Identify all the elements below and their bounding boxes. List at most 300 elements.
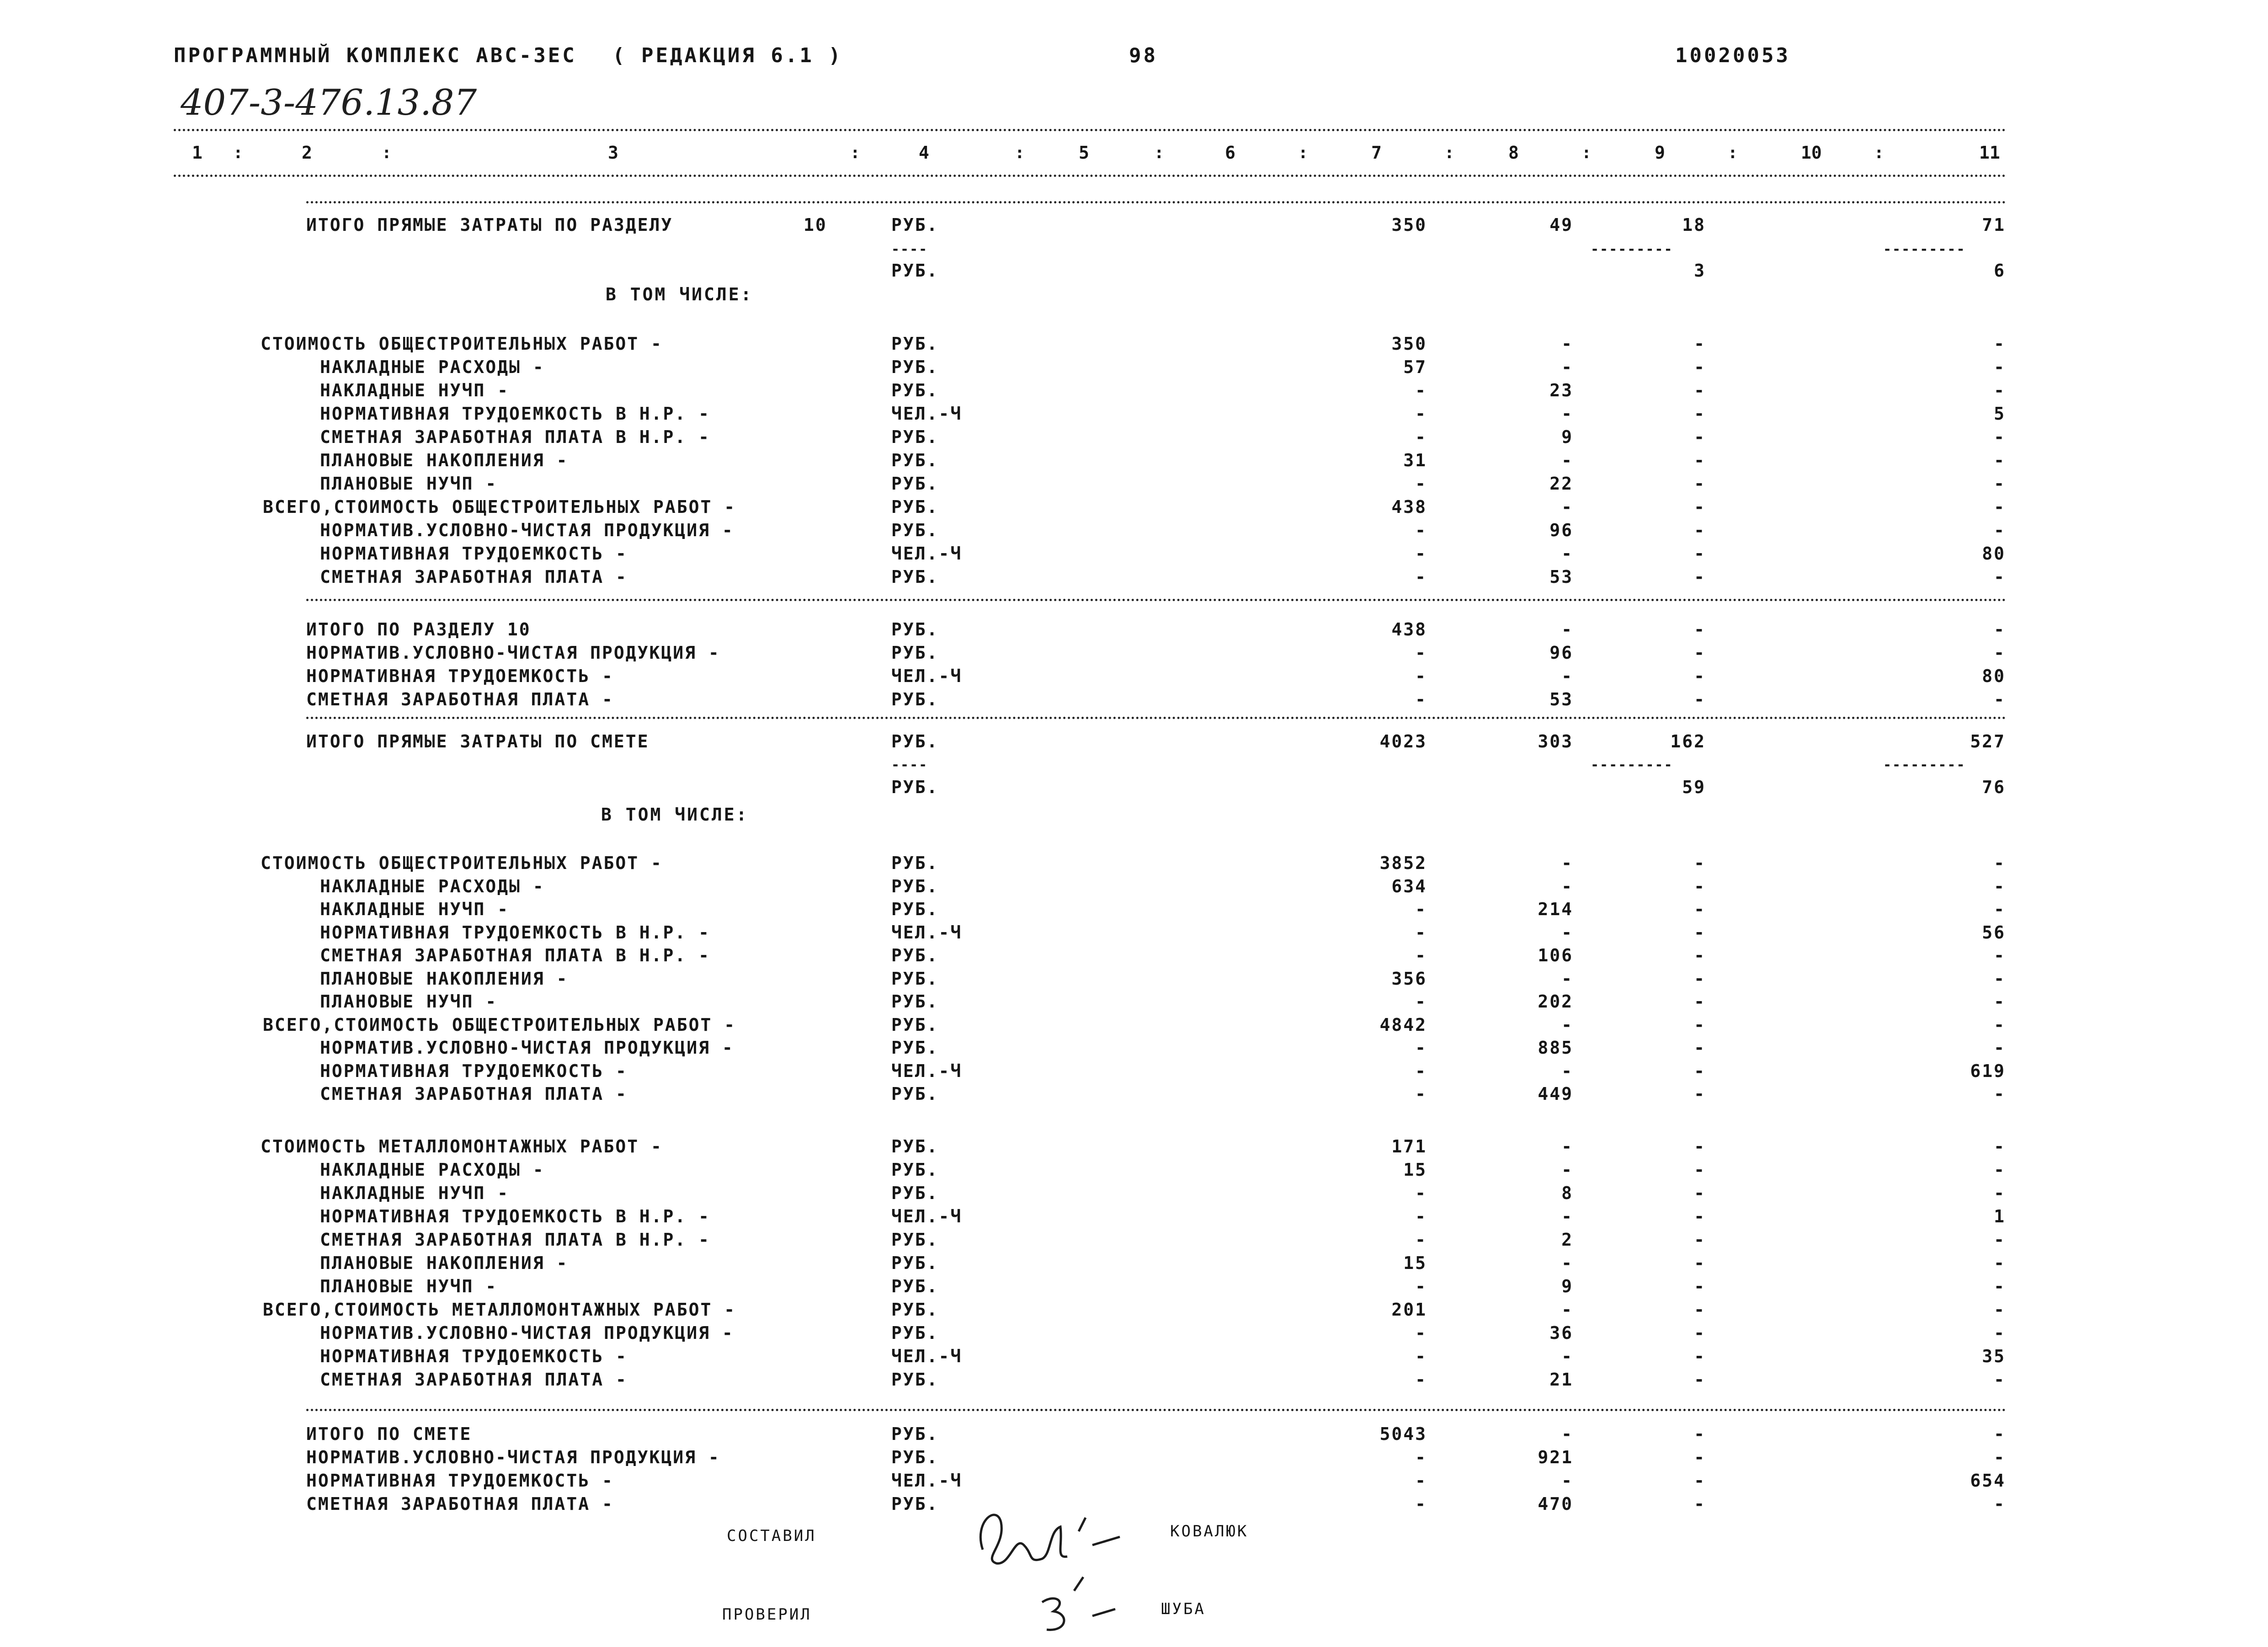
row-label: СМЕТНАЯ ЗАРАБОТНАЯ ПЛАТА - xyxy=(306,689,614,709)
cell-col11: 527 xyxy=(1970,731,2006,752)
cell-col9: - xyxy=(1694,968,1706,989)
cell-col11: - xyxy=(1994,1230,2006,1250)
row-label: СТОИМОСТЬ МЕТАЛЛОМОНТАЖНЫХ РАБОТ - xyxy=(261,1136,663,1157)
cell-col9: - xyxy=(1694,1160,1706,1180)
unit: РУБ. xyxy=(891,1424,939,1444)
section-rule-1 xyxy=(306,201,2007,203)
unit: ЧЕЛ.-Ч xyxy=(891,404,963,424)
cell-col8: - xyxy=(1561,404,1573,424)
cell-col11: - xyxy=(1994,1370,2006,1390)
row-label: СМЕТНАЯ ЗАРАБОТНАЯ ПЛАТА В Н.Р. - xyxy=(320,945,710,965)
cell-col11: - xyxy=(1994,450,2006,470)
table-row xyxy=(0,1253,2268,1275)
cell-col7: - xyxy=(1415,404,1427,424)
cell-col9: 18 xyxy=(1682,215,1706,235)
cell-col11: 5 xyxy=(1994,404,2006,424)
unit: РУБ. xyxy=(891,1447,939,1467)
column-separator: : xyxy=(1874,144,1884,162)
row-label: НАКЛАДНЫЕ НУЧП - xyxy=(320,380,510,400)
cell-col8: - xyxy=(1561,922,1573,943)
row-label: СТОИМОСТЬ ОБЩЕСТРОИТЕЛЬНЫХ РАБОТ - xyxy=(261,853,663,873)
cell-col7: - xyxy=(1415,1323,1427,1343)
cell-col9: - xyxy=(1694,1424,1706,1444)
unit: РУБ. xyxy=(891,520,939,540)
column-number: 1 xyxy=(192,143,202,163)
unit: РУБ. xyxy=(891,380,939,400)
column-number: 11 xyxy=(1979,143,2000,163)
cell-col7: - xyxy=(1415,427,1427,447)
cell-col8: - xyxy=(1561,1014,1573,1035)
cell-col8: - xyxy=(1561,1300,1573,1320)
cell-col8: - xyxy=(1561,497,1573,517)
table-row xyxy=(0,334,2268,356)
row-label: ПЛАНОВЫЕ НУЧП - xyxy=(320,1276,498,1296)
column-number: 7 xyxy=(1371,143,1382,163)
cell-col11: - xyxy=(1994,427,2006,447)
table-row xyxy=(0,544,2268,565)
dot-separator: --------- xyxy=(1591,241,1673,257)
unit: ЧЕЛ.-Ч xyxy=(891,1346,963,1366)
cell-col7: 4023 xyxy=(1379,731,1427,752)
cell-col11: - xyxy=(1994,567,2006,587)
unit: РУБ. xyxy=(891,1323,939,1343)
cell-col8: 96 xyxy=(1549,520,1573,540)
table-row xyxy=(0,1136,2268,1158)
cell-col11: - xyxy=(1994,1014,2006,1035)
cell-col11: - xyxy=(1994,334,2006,354)
unit: РУБ. xyxy=(891,899,939,919)
row-label: НОРМАТИВНАЯ ТРУДОЕМКОСТЬ - xyxy=(320,1061,628,1081)
row-label: ПЛАНОВЫЕ НАКОПЛЕНИЯ - xyxy=(320,1253,569,1273)
table-row xyxy=(0,643,2268,665)
cell-col9: - xyxy=(1694,357,1706,377)
column-number: 3 xyxy=(608,143,618,163)
unit: РУБ. xyxy=(891,1038,939,1058)
table-row xyxy=(0,689,2268,711)
column-separator: : xyxy=(1728,144,1738,162)
table-row xyxy=(0,1084,2268,1106)
cell-col11: - xyxy=(1994,1253,2006,1273)
table-row xyxy=(0,945,2268,967)
table-row xyxy=(0,991,2268,1013)
unit: ЧЕЛ.-Ч xyxy=(891,1206,963,1226)
header-rule xyxy=(174,175,2007,177)
cell-col9: - xyxy=(1694,876,1706,896)
cell-col8: 8 xyxy=(1561,1183,1573,1203)
row-label: НОРМАТИВНАЯ ТРУДОЕМКОСТЬ - xyxy=(306,666,614,686)
cell-col7: 438 xyxy=(1391,619,1427,640)
cell-col11: - xyxy=(1994,619,2006,640)
cell-col8: 23 xyxy=(1549,380,1573,400)
table-row xyxy=(0,567,2268,589)
unit: РУБ. xyxy=(891,215,939,235)
cell-col9: - xyxy=(1694,1206,1706,1226)
checked-by-name: ШУБА xyxy=(1161,1600,1206,1618)
cell-col8: 2 xyxy=(1561,1230,1573,1250)
row-label: ПЛАНОВЫЕ НАКОПЛЕНИЯ - xyxy=(320,968,569,989)
table-row xyxy=(0,450,2268,472)
cell-col8: 36 xyxy=(1549,1323,1573,1343)
cell-col9: - xyxy=(1694,1253,1706,1273)
cell-col11: - xyxy=(1994,1300,2006,1320)
cell-col7: 438 xyxy=(1391,497,1427,517)
column-number: 9 xyxy=(1655,143,1665,163)
table-row xyxy=(0,899,2268,921)
cell-col11: - xyxy=(1994,520,2006,540)
cell-col9: - xyxy=(1694,1276,1706,1296)
section-total-row xyxy=(0,215,2268,237)
cell-col9: - xyxy=(1694,899,1706,919)
cell-col7: - xyxy=(1415,1346,1427,1366)
cell-col11: - xyxy=(1994,357,2006,377)
table-row xyxy=(0,1276,2268,1298)
column-separator: : xyxy=(1444,144,1454,162)
column-separator: : xyxy=(850,144,860,162)
cell-col7: - xyxy=(1415,1038,1427,1058)
row-label: НОРМАТИВНАЯ ТРУДОЕМКОСТЬ В Н.Р. - xyxy=(320,922,710,943)
table-row xyxy=(0,969,2268,991)
cell-col7: 5043 xyxy=(1379,1424,1427,1444)
cell-col9: - xyxy=(1694,474,1706,494)
cell-col9: - xyxy=(1694,1471,1706,1491)
unit: РУБ. xyxy=(891,427,939,447)
cell-col8: 53 xyxy=(1549,689,1573,709)
cell-col8: - xyxy=(1561,1253,1573,1273)
row-label: НОРМАТИВНАЯ ТРУДОЕМКОСТЬ В Н.Р. - xyxy=(320,404,710,424)
cell-col11: - xyxy=(1994,1323,2006,1343)
table-row xyxy=(0,404,2268,426)
row-label: НОРМАТИВНАЯ ТРУДОЕМКОСТЬ - xyxy=(306,1471,614,1491)
cell-col11: 654 xyxy=(1970,1471,2006,1491)
row-label: ИТОГО ПО СМЕТЕ xyxy=(306,1424,472,1444)
section-rule-4 xyxy=(306,1409,2007,1411)
cell-col11: 76 xyxy=(1982,777,2006,797)
table-row xyxy=(0,1447,2268,1469)
unit: РУБ. xyxy=(891,1084,939,1104)
cell-col9: - xyxy=(1694,427,1706,447)
cell-col8: 885 xyxy=(1538,1038,1573,1058)
unit: РУБ. xyxy=(891,474,939,494)
cell-col8: 53 xyxy=(1549,567,1573,587)
row-label: НОРМАТИВ.УСЛОВНО-ЧИСТАЯ ПРОДУКЦИЯ - xyxy=(320,520,734,540)
row-label: НОРМАТИВ.УСЛОВНО-ЧИСТАЯ ПРОДУКЦИЯ - xyxy=(320,1038,734,1058)
cell-col9: - xyxy=(1694,1084,1706,1104)
cell-col11: - xyxy=(1994,1276,2006,1296)
subtitle-including: В ТОМ ЧИСЛЕ: xyxy=(606,284,753,304)
cell-col9: - xyxy=(1694,1061,1706,1081)
row-label: НОРМАТИВНАЯ ТРУДОЕМКОСТЬ - xyxy=(320,544,628,564)
cell-col11: 80 xyxy=(1982,544,2006,564)
unit: РУБ. xyxy=(891,261,939,281)
estimate-total-label: ИТОГО ПРЯМЫЕ ЗАТРАТЫ ПО СМЕТЕ xyxy=(306,731,650,752)
cell-col8: - xyxy=(1561,544,1573,564)
row-label: ВСЕГО,СТОИМОСТЬ МЕТАЛЛОМОНТАЖНЫХ РАБОТ - xyxy=(263,1300,736,1320)
cell-col8: - xyxy=(1561,619,1573,640)
cell-col11: 619 xyxy=(1970,1061,2006,1081)
cell-col7: - xyxy=(1415,1471,1427,1491)
unit: РУБ. xyxy=(891,567,939,587)
cell-col9: - xyxy=(1694,991,1706,1012)
cell-col9: - xyxy=(1694,1346,1706,1366)
cell-col8: - xyxy=(1561,1160,1573,1180)
cell-col11: - xyxy=(1994,1038,2006,1058)
unit: РУБ. xyxy=(891,643,939,663)
cell-col9: 3 xyxy=(1694,261,1706,281)
subtitle-including: В ТОМ ЧИСЛЕ: xyxy=(601,805,749,825)
unit: РУБ. xyxy=(891,1230,939,1250)
cell-col7: - xyxy=(1415,1370,1427,1390)
cell-col7: - xyxy=(1415,544,1427,564)
cell-col8: 303 xyxy=(1538,731,1573,752)
table-row xyxy=(0,380,2268,402)
cell-col8: 96 xyxy=(1549,643,1573,663)
cell-col8: 214 xyxy=(1538,899,1573,919)
row-label: СМЕТНАЯ ЗАРАБОТНАЯ ПЛАТА - xyxy=(306,1494,614,1514)
unit: РУБ. xyxy=(891,1494,939,1514)
table-row xyxy=(0,1230,2268,1252)
row-label: НОРМАТИВНАЯ ТРУДОЕМКОСТЬ В Н.Р. - xyxy=(320,1206,710,1226)
cell-col7: - xyxy=(1415,922,1427,943)
row-label: СМЕТНАЯ ЗАРАБОТНАЯ ПЛАТА В Н.Р. - xyxy=(320,427,710,447)
unit: РУБ. xyxy=(891,1253,939,1273)
table-row xyxy=(0,474,2268,496)
cell-col8: - xyxy=(1561,968,1573,989)
compiled-by-label: СОСТАВИЛ xyxy=(727,1527,816,1545)
table-row xyxy=(0,1346,2268,1368)
cell-col9: - xyxy=(1694,1494,1706,1514)
table-row xyxy=(0,1183,2268,1205)
section-rule-2 xyxy=(306,599,2007,601)
unit: РУБ. xyxy=(891,497,939,517)
cell-col7: - xyxy=(1415,1230,1427,1250)
cell-col7: - xyxy=(1415,643,1427,663)
unit: РУБ. xyxy=(891,619,939,640)
cell-col8: - xyxy=(1561,876,1573,896)
program-title: ПРОГРАММНЫЙ КОМПЛЕКС АВС-3ЕС xyxy=(174,44,577,67)
edition-label: ( РЕДАКЦИЯ 6.1 ) xyxy=(612,44,843,67)
dot-separator: --------- xyxy=(1883,757,1966,773)
cell-col7: 3852 xyxy=(1379,853,1427,873)
column-number: 6 xyxy=(1225,143,1235,163)
unit: РУБ. xyxy=(891,1276,939,1296)
cell-col8: 49 xyxy=(1549,215,1573,235)
row-label: ВСЕГО,СТОИМОСТЬ ОБЩЕСТРОИТЕЛЬНЫХ РАБОТ - xyxy=(263,497,736,517)
cell-col7: - xyxy=(1415,567,1427,587)
unit: РУБ. xyxy=(891,1160,939,1180)
cell-col8: 9 xyxy=(1561,427,1573,447)
cell-col11: - xyxy=(1994,1160,2006,1180)
cell-col7: 171 xyxy=(1391,1136,1427,1157)
cell-col9: - xyxy=(1694,853,1706,873)
section-number: 10 xyxy=(804,215,827,235)
cell-col8: - xyxy=(1561,1061,1573,1081)
cell-col9: - xyxy=(1694,404,1706,424)
cell-col7: 15 xyxy=(1403,1253,1427,1273)
cell-col7: 350 xyxy=(1391,334,1427,354)
table-row xyxy=(0,922,2268,944)
cell-col9: - xyxy=(1694,1300,1706,1320)
cell-col11: - xyxy=(1994,380,2006,400)
cell-col11: - xyxy=(1994,1136,2006,1157)
table-row xyxy=(0,1300,2268,1322)
cell-col11: - xyxy=(1994,689,2006,709)
dot-separator: ---- xyxy=(891,757,928,773)
row-label: ПЛАНОВЫЕ НУЧП - xyxy=(320,991,498,1012)
cell-col7: - xyxy=(1415,1447,1427,1467)
cell-col11: - xyxy=(1994,1084,2006,1104)
unit: РУБ. xyxy=(891,334,939,354)
row-label: СМЕТНАЯ ЗАРАБОТНАЯ ПЛАТА - xyxy=(320,1084,628,1104)
cell-col7: - xyxy=(1415,1061,1427,1081)
unit: РУБ. xyxy=(891,1300,939,1320)
cell-col9: - xyxy=(1694,520,1706,540)
unit: ЧЕЛ.-Ч xyxy=(891,922,963,943)
cell-col8: 9 xyxy=(1561,1276,1573,1296)
cell-col11: - xyxy=(1994,497,2006,517)
unit: РУБ. xyxy=(891,945,939,965)
cell-col9: - xyxy=(1694,689,1706,709)
cell-col11: - xyxy=(1994,1447,2006,1467)
estimate-total-row xyxy=(0,731,2268,753)
unit: РУБ. xyxy=(891,1136,939,1157)
unit: ЧЕЛ.-Ч xyxy=(891,1471,963,1491)
section-rule-3 xyxy=(306,717,2007,719)
estimate-total-sub-row xyxy=(0,777,2268,799)
unit: РУБ. xyxy=(891,1370,939,1390)
cell-col9: - xyxy=(1694,544,1706,564)
unit: ЧЕЛ.-Ч xyxy=(891,666,963,686)
cell-col11: 6 xyxy=(1994,261,2006,281)
row-label: ИТОГО ПО РАЗДЕЛУ 10 xyxy=(306,619,531,640)
cell-col9: 162 xyxy=(1670,731,1706,752)
checked-by-label: ПРОВЕРИЛ xyxy=(722,1605,812,1624)
cell-col9: - xyxy=(1694,1014,1706,1035)
cell-col8: - xyxy=(1561,334,1573,354)
unit: РУБ. xyxy=(891,777,939,797)
cell-col8: - xyxy=(1561,450,1573,470)
column-number: 8 xyxy=(1508,143,1519,163)
row-label: ВСЕГО,СТОИМОСТЬ ОБЩЕСТРОИТЕЛЬНЫХ РАБОТ - xyxy=(263,1014,736,1035)
cell-col8: - xyxy=(1561,666,1573,686)
cell-col7: 57 xyxy=(1403,357,1427,377)
cell-col11: - xyxy=(1994,853,2006,873)
cell-col9: - xyxy=(1694,666,1706,686)
cell-col8: 106 xyxy=(1538,945,1573,965)
cell-col11: - xyxy=(1994,945,2006,965)
cell-col9: - xyxy=(1694,643,1706,663)
row-label: НОРМАТИВ.УСЛОВНО-ЧИСТАЯ ПРОДУКЦИЯ - xyxy=(306,643,720,663)
cell-col8: 449 xyxy=(1538,1084,1573,1104)
row-label: НОРМАТИВ.УСЛОВНО-ЧИСТАЯ ПРОДУКЦИЯ - xyxy=(320,1323,734,1343)
cell-col11: 71 xyxy=(1982,215,2006,235)
cell-col7: - xyxy=(1415,1084,1427,1104)
table-row xyxy=(0,1424,2268,1446)
section-total-label: ИТОГО ПРЯМЫЕ ЗАТРАТЫ ПО РАЗДЕЛУ xyxy=(306,215,673,235)
table-row xyxy=(0,497,2268,519)
row-label: СМЕТНАЯ ЗАРАБОТНАЯ ПЛАТА В Н.Р. - xyxy=(320,1230,710,1250)
dot-separator: --------- xyxy=(1591,757,1673,773)
cell-col7: - xyxy=(1415,380,1427,400)
cell-col9: - xyxy=(1694,334,1706,354)
row-label: НАКЛАДНЫЕ РАСХОДЫ - xyxy=(320,876,545,896)
cell-col7: - xyxy=(1415,899,1427,919)
cell-col7: 31 xyxy=(1403,450,1427,470)
column-number: 10 xyxy=(1801,143,1822,163)
column-number: 5 xyxy=(1079,143,1089,163)
row-label: НАКЛАДНЫЕ РАСХОДЫ - xyxy=(320,357,545,377)
cell-col9: - xyxy=(1694,945,1706,965)
cell-col8: 202 xyxy=(1538,991,1573,1012)
table-row xyxy=(0,1160,2268,1182)
table-row xyxy=(0,876,2268,898)
cell-col7: 15 xyxy=(1403,1160,1427,1180)
cell-col8: 470 xyxy=(1538,1494,1573,1514)
table-row xyxy=(0,1038,2268,1060)
cell-col11: 56 xyxy=(1982,922,2006,943)
unit: РУБ. xyxy=(891,968,939,989)
cell-col8: 22 xyxy=(1549,474,1573,494)
row-label: ПЛАНОВЫЕ НАКОПЛЕНИЯ - xyxy=(320,450,569,470)
unit: РУБ. xyxy=(891,731,939,752)
table-row xyxy=(0,427,2268,449)
handwritten-signature xyxy=(969,1495,1152,1646)
cell-col11: - xyxy=(1994,1494,2006,1514)
table-row xyxy=(0,1323,2268,1345)
dot-separator: --------- xyxy=(1883,241,1966,257)
compiled-by-name: КОВАЛЮК xyxy=(1170,1522,1249,1540)
cell-col8: - xyxy=(1561,1424,1573,1444)
cell-col7: - xyxy=(1415,689,1427,709)
cell-col9: - xyxy=(1694,1230,1706,1250)
cell-col9: - xyxy=(1694,1038,1706,1058)
column-separator: : xyxy=(1581,144,1592,162)
column-separator: : xyxy=(233,144,243,162)
column-separator: : xyxy=(1298,144,1308,162)
table-row xyxy=(0,619,2268,641)
handwritten-reference: 407-3-476.13.87 xyxy=(181,82,477,123)
cell-col7: - xyxy=(1415,1183,1427,1203)
unit: РУБ. xyxy=(891,357,939,377)
row-label: СМЕТНАЯ ЗАРАБОТНАЯ ПЛАТА - xyxy=(320,1370,628,1390)
unit: РУБ. xyxy=(891,1014,939,1035)
cell-col7: - xyxy=(1415,945,1427,965)
row-label: НАКЛАДНЫЕ РАСХОДЫ - xyxy=(320,1160,545,1180)
cell-col7: 350 xyxy=(1391,215,1427,235)
table-row xyxy=(0,520,2268,542)
row-label: СМЕТНАЯ ЗАРАБОТНАЯ ПЛАТА - xyxy=(320,567,628,587)
table-row xyxy=(0,1015,2268,1037)
cell-col9: - xyxy=(1694,380,1706,400)
unit: РУБ. xyxy=(891,991,939,1012)
table-row xyxy=(0,1061,2268,1083)
cell-col7: - xyxy=(1415,666,1427,686)
cell-col8: - xyxy=(1561,853,1573,873)
cell-col9: - xyxy=(1694,1370,1706,1390)
cell-col9: - xyxy=(1694,922,1706,943)
cell-col9: - xyxy=(1694,450,1706,470)
column-separator: : xyxy=(382,144,392,162)
row-label: НАКЛАДНЫЕ НУЧП - xyxy=(320,1183,510,1203)
cell-col11: 1 xyxy=(1994,1206,2006,1226)
column-number: 2 xyxy=(302,143,312,163)
cell-col8: - xyxy=(1561,357,1573,377)
unit: ЧЕЛ.-Ч xyxy=(891,1061,963,1081)
cell-col8: - xyxy=(1561,1136,1573,1157)
cell-col11: - xyxy=(1994,1424,2006,1444)
column-number: 4 xyxy=(919,143,929,163)
row-label: СТОИМОСТЬ ОБЩЕСТРОИТЕЛЬНЫХ РАБОТ - xyxy=(261,334,663,354)
cell-col7: 634 xyxy=(1391,876,1427,896)
